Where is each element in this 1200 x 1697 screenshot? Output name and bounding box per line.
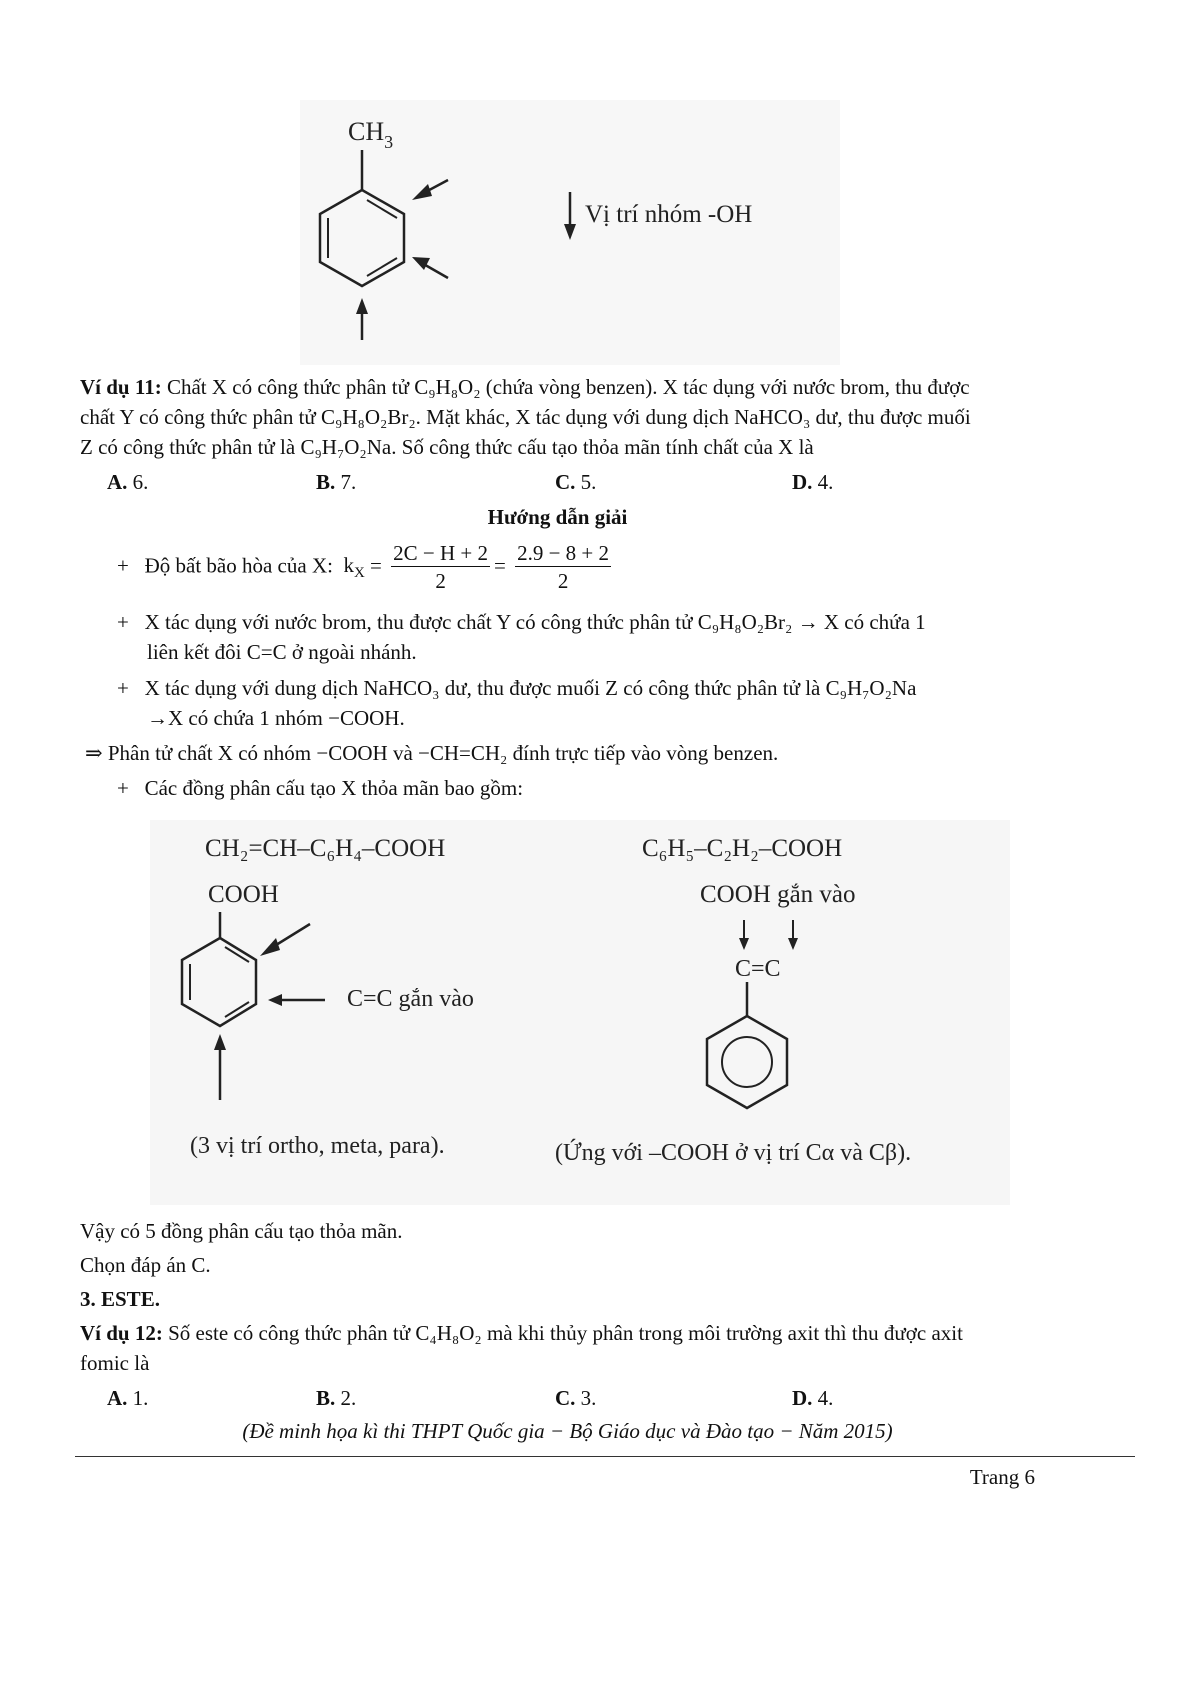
right-caption: (Ứng với –COOH ở vị trí Cα và Cβ).	[555, 1140, 912, 1166]
q12-option-c: C. 3.	[555, 1386, 597, 1410]
solution-step-1: + Độ bất bão hòa của X: $k_X$ = $\frac{2C - H + 2}{2}$ = $\frac{2.9 - 8 + 2}{2}$	[117, 541, 610, 593]
q11-option-c: C. 5.	[555, 470, 597, 494]
question-11-lead: Ví dụ 11:	[80, 375, 162, 399]
q11-option-a: A. 6.	[107, 470, 149, 494]
q11-option-d: D. 4.	[792, 470, 834, 494]
solution-step-3: + X tác dụng với dung dịch NaHCO₃ dư, thu được muối Z có công thức phân tử là C₉H₇O₂Na	[117, 676, 917, 700]
isomers-figure	[150, 820, 1020, 1210]
solution-step-2: + X tác dụng với nước brom, thu được chất Y có công thức phân tử C₉H₈O₂Br₂ → X có chứa 1	[117, 610, 926, 634]
k-symbol: $k_X$	[343, 553, 365, 582]
conclusion-line-1: Vậy có 5 đồng phân cấu tạo thỏa mãn.	[80, 1219, 403, 1243]
q12-source: (Đề minh họa kì thi THPT Quốc gia − Bộ Giáo dục và Đào tạo − Năm 2015)	[242, 1419, 893, 1443]
right-cc-label: C=C	[735, 956, 781, 982]
solution-title: Hướng dẫn giải	[487, 505, 628, 529]
right-cooh-label: COOH gắn vào	[700, 881, 856, 908]
left-formula: CH₂=CH–C₆H₄–COOH	[205, 835, 446, 862]
question-11	[80, 372, 970, 402]
q11-option-b: B. 7.	[316, 470, 357, 494]
fraction-values: $\frac{2.9 - 8 + 2}{2}$	[517, 541, 610, 593]
step-1-label: Độ bất bão hòa của X:	[144, 553, 333, 578]
solution-step-5: + Các đồng phân cấu tạo X thỏa mãn bao gồm:	[117, 776, 524, 800]
oh-legend-text: Vị trí nhóm -OH	[585, 201, 753, 228]
section-3-heading: 3. ESTE.	[80, 1287, 160, 1311]
solution-step-3-line2: →X có chứa 1 nhóm −COOH.	[147, 706, 405, 730]
question-12: Ví dụ 12: Số este có công thức phân tử C₄H₈O₂ mà khi thủy phân trong môi trường axit thì thu được axit	[80, 1321, 963, 1345]
fraction-general: $\frac{2C - H + 2}{2}$	[393, 541, 488, 593]
left-cc-label: C=C gắn vào	[347, 986, 474, 1012]
question-12-line2: fomic là	[80, 1351, 150, 1375]
solution-step-4: ⇒ Phân tử chất X có nhóm −COOH và −CH=CH₂ đính trực tiếp vào vòng benzen.	[85, 741, 779, 765]
solution-step-2-line2: liên kết đôi C=C ở ngoài nhánh.	[147, 640, 417, 664]
q12-option-d: D. 4.	[792, 1386, 834, 1410]
page-number: Trang 6	[969, 1465, 1035, 1489]
footer-divider	[75, 1456, 1135, 1457]
question-11-line3: Z có công thức phân tử là C₉H₇O₂Na. Số công thức cấu tạo thỏa mãn tính chất của X là	[80, 435, 814, 459]
ch3-label: $CH_3$	[348, 117, 394, 152]
conclusion-line-2: Chọn đáp án C.	[80, 1253, 211, 1277]
q12-option-b: B. 2.	[316, 1386, 357, 1410]
toluene-oh-position-figure	[300, 100, 860, 370]
left-caption: (3 vị trí ortho, meta, para).	[190, 1133, 445, 1159]
right-formula: C₆H₅–C₂H₂–COOH	[642, 835, 843, 862]
question-11-line1: Chất X có công thức phân tử C₉H₈O₂ (chứa vòng benzen). X tác dụng với nước brom, thu được	[161, 375, 970, 399]
bullet: +	[117, 553, 129, 578]
q12-option-a: A. 1.	[107, 1386, 149, 1410]
left-cooh-label: COOH	[208, 881, 279, 908]
question-11-line2: chất Y có công thức phân tử C₉H₈O₂Br₂. Mặt khác, X tác dụng với dung dịch NaHCO₃ dư, thu được muối	[80, 405, 971, 429]
